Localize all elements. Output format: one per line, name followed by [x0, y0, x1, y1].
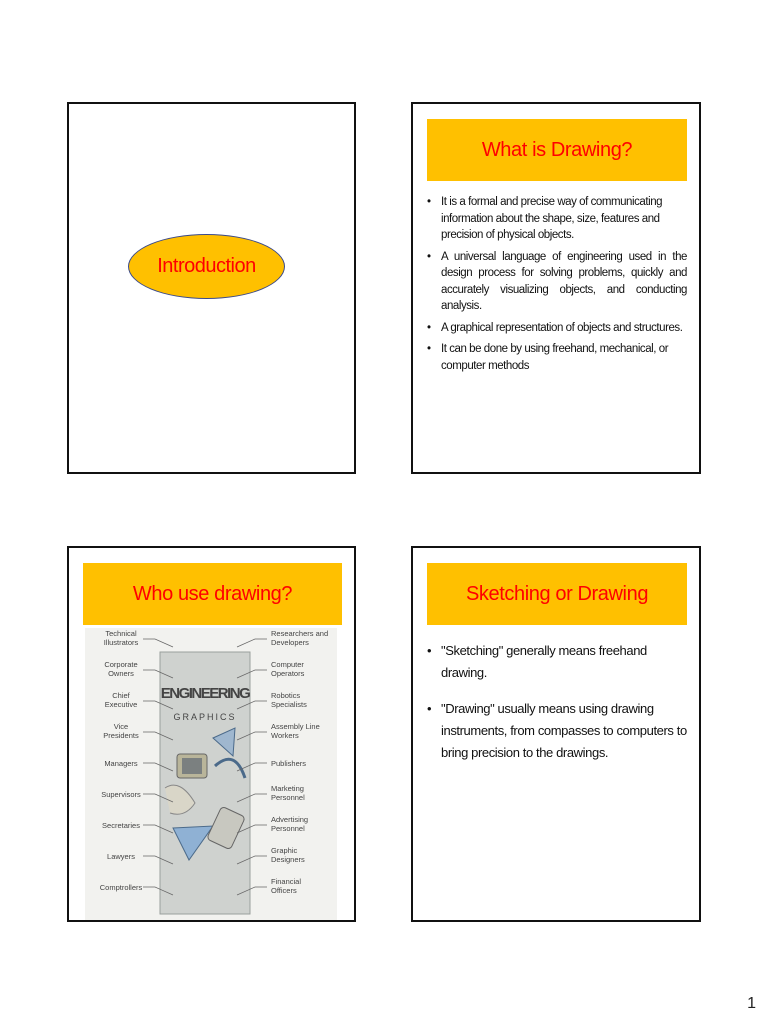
book-subtitle: GRAPHICS — [173, 712, 237, 722]
right-role-label: Marketing Personnel — [271, 784, 305, 802]
left-role-label: Secretaries — [102, 821, 140, 830]
left-role-label: Comptrollers — [99, 883, 143, 892]
book-title: ENGINEERING — [160, 685, 250, 702]
slide-title: Who use drawing? — [132, 582, 293, 605]
left-role-label: Vice Presidents — [103, 722, 139, 740]
introduction-label: Introduction — [157, 255, 256, 277]
page-number: 1 — [747, 995, 756, 1012]
bullet-item: • It is a formal and precise way of communicating information about the shape, size, features and precision of physical objects. — [425, 194, 687, 244]
right-role-label: Assembly Line Workers — [271, 722, 320, 740]
right-role-label: Researchers and Developers — [271, 629, 329, 647]
engineering-graphics-illustration — [85, 628, 337, 922]
slide-title-band — [427, 119, 687, 181]
slide-sketching-or-drawing — [411, 546, 701, 922]
right-role-label: Robotics Specialists — [271, 691, 307, 709]
bullet-item: • "Drawing" usually means using drawing instruments, from compasses to computers to bring precision to the drawings. — [425, 698, 687, 764]
leader-line — [237, 639, 267, 647]
bullet-list — [425, 194, 687, 379]
bullet-item: • It can be done by using freehand, mechanical, or computer methods — [425, 341, 687, 374]
monitor-screen-icon — [182, 758, 202, 774]
slide-what-is-drawing — [411, 102, 701, 474]
bullet-list — [425, 640, 687, 778]
slide-title-band — [427, 563, 687, 625]
left-role-label: Corporate Owners — [104, 660, 138, 678]
right-role-label: Financial Officers — [271, 877, 302, 895]
right-role-label: Publishers — [271, 759, 307, 768]
left-role-label: Supervisors — [101, 790, 141, 799]
slide-title: What is Drawing? — [481, 138, 633, 161]
engineering-graphics-figure — [85, 628, 337, 922]
left-role-label: Managers — [104, 759, 138, 768]
right-role-label: Advertising Personnel — [271, 815, 309, 833]
slide-title: Sketching or Drawing — [465, 582, 649, 605]
right-role-label: Computer Operators — [271, 660, 305, 678]
slide-introduction — [67, 102, 356, 474]
left-role-label: Chief Executive — [104, 691, 138, 709]
right-role-label: Graphic Designers — [271, 846, 305, 864]
slide-title-band — [83, 563, 342, 625]
leader-line — [143, 639, 173, 647]
introduction-ellipse — [128, 234, 285, 299]
slide-who-use-drawing — [67, 546, 356, 922]
bullet-item: • A universal language of engineering used in the design process for solving problems, quickly and accurately visualizing objects, and conducting analysis. — [425, 249, 687, 315]
left-role-label: Lawyers — [107, 852, 135, 861]
bullet-item: • "Sketching" generally means freehand drawing. — [425, 640, 687, 684]
bullet-item: • A graphical representation of objects and structures. — [425, 320, 687, 337]
left-role-label: Technical Illustrators — [103, 629, 139, 647]
